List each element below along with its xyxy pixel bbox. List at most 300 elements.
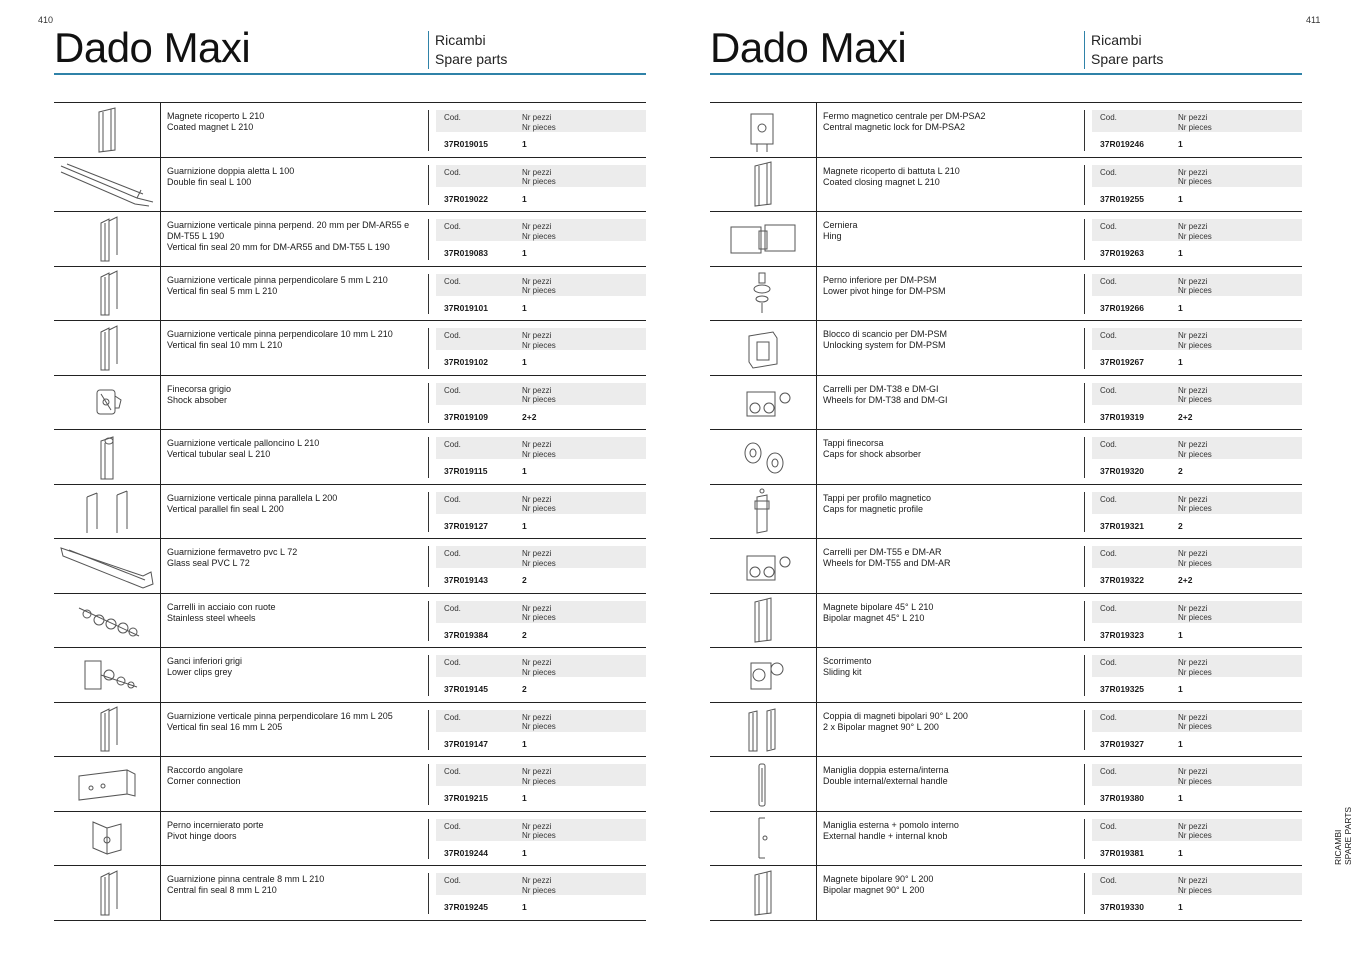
code-label: Cod.	[444, 222, 461, 231]
description-it: Carrelli in acciaio con ruote	[167, 601, 276, 612]
part-code: 37R019266	[1100, 302, 1144, 313]
column-divider	[428, 437, 429, 478]
description-it: Fermo magnetico centrale per DM-PSA2	[823, 111, 986, 121]
quantity-label-en: Nr pieces	[522, 831, 556, 840]
part-quantity: 1	[1178, 193, 1183, 204]
subtitle-it: Ricambi	[435, 32, 486, 48]
description-en: External handle + internal knob	[823, 830, 948, 841]
page-number-left: 410	[38, 15, 54, 25]
part-image	[710, 158, 817, 212]
quantity-label-it: Nr pezzi	[1178, 549, 1208, 558]
description-it: Carrelli per DM-T38 e DM-GI	[823, 383, 939, 394]
quantity-label-en: Nr pieces	[522, 776, 556, 786]
quantity-label	[522, 549, 556, 568]
part-quantity: 1	[1178, 684, 1183, 694]
description-en: Central fin seal 8 mm L 210	[167, 885, 277, 895]
quantity-label-en: Nr pieces	[522, 286, 556, 295]
part-code: 37R019263	[1100, 248, 1144, 258]
column-divider	[1084, 601, 1085, 642]
code-label: Cod.	[1100, 167, 1117, 177]
description-en: Bipolar magnet 90° L 200	[823, 885, 925, 895]
quantity-label	[522, 440, 556, 459]
part-code: 37R019143	[444, 575, 488, 585]
corner-connection-icon	[57, 760, 157, 808]
quantity-label-it: Nr pezzi	[1178, 821, 1208, 831]
part-quantity: 2	[522, 629, 527, 640]
quantity-label-en: Nr pieces	[522, 558, 556, 568]
part-image	[54, 866, 161, 920]
page-title: Dado Maxi	[710, 24, 907, 71]
column-divider	[428, 274, 429, 315]
part-quantity: 2	[522, 575, 527, 585]
description-it: Magnete ricoperto di battuta L 210	[823, 165, 960, 176]
description-it: Tappi per profilo magnetico	[823, 492, 932, 503]
part-description	[823, 820, 1078, 842]
part-code: 37R019115	[444, 466, 488, 476]
part-code: 37R019245	[444, 902, 488, 912]
description-en: Vertical fin seal 5 mm L 210	[167, 285, 278, 296]
part-quantity: 1	[522, 139, 527, 149]
spare-parts-table	[54, 102, 646, 921]
column-divider	[428, 655, 429, 696]
part-description	[823, 329, 1078, 351]
code-label: Cod.	[444, 331, 461, 340]
part-description	[823, 384, 1078, 406]
quantity-label	[522, 767, 556, 786]
code-label: Cod.	[1100, 549, 1117, 558]
table-row	[54, 757, 646, 812]
part-description	[167, 438, 422, 460]
quantity-label-it: Nr pezzi	[1178, 767, 1208, 776]
part-quantity: 1	[522, 520, 527, 531]
column-divider	[1084, 819, 1085, 860]
shock-absorber-icon	[57, 378, 157, 426]
column-divider	[428, 492, 429, 533]
quantity-label	[1178, 713, 1212, 732]
part-quantity: 1	[522, 793, 527, 803]
quantity-label-it: Nr pezzi	[1178, 494, 1208, 504]
part-code: 37R019022	[444, 193, 488, 204]
part-image	[54, 321, 161, 375]
table-row	[710, 757, 1302, 812]
column-divider	[428, 764, 429, 805]
part-description	[823, 166, 1078, 188]
code-label: Cod.	[444, 821, 461, 831]
table-row	[710, 321, 1302, 376]
quantity-label	[522, 822, 556, 841]
code-label: Cod.	[1100, 658, 1117, 667]
code-label: Cod.	[1100, 767, 1117, 776]
quantity-label-it: Nr pezzi	[1178, 385, 1208, 395]
description-en: Coated closing magnet L 210	[823, 176, 940, 187]
profile-magnet-icon	[713, 596, 813, 644]
part-code: 37R019330	[1100, 902, 1144, 912]
part-image	[54, 212, 161, 266]
description-en: Lower pivot hinge for DM-PSM	[823, 285, 946, 296]
table-row	[54, 376, 646, 431]
description-en: Caps for shock absorber	[823, 449, 922, 459]
section-subtitle	[428, 31, 507, 69]
quantity-label	[522, 658, 556, 677]
magnet-pair-icon	[713, 705, 813, 753]
part-code: 37R019244	[444, 847, 488, 858]
profile-magnet-icon	[713, 160, 813, 208]
description-en: Pivot hinge doors	[167, 830, 237, 841]
quantity-label	[522, 604, 556, 623]
quantity-label-it: Nr pezzi	[522, 603, 552, 613]
quantity-label-it: Nr pezzi	[522, 549, 552, 558]
description-en: Unlocking system for DM-PSM	[823, 340, 946, 350]
table-row	[54, 594, 646, 649]
table-row	[54, 103, 646, 158]
code-label: Cod.	[1100, 603, 1117, 613]
quantity-label-en: Nr pieces	[1178, 667, 1212, 677]
code-label: Cod.	[1100, 712, 1117, 722]
part-code: 37R019102	[444, 357, 488, 367]
section-subtitle	[1084, 31, 1163, 69]
column-divider	[1084, 437, 1085, 478]
quantity-label-it: Nr pezzi	[1178, 331, 1208, 340]
quantity-label-en: Nr pieces	[1178, 177, 1212, 186]
part-image	[54, 539, 161, 593]
column-divider	[428, 819, 429, 860]
part-image	[54, 103, 161, 157]
glass-seal-icon	[57, 542, 157, 590]
quantity-label	[1178, 549, 1212, 568]
quantity-label-en: Nr pieces	[1178, 395, 1212, 404]
table-row	[710, 866, 1302, 921]
part-code: 37R019380	[1100, 793, 1144, 803]
code-label: Cod.	[1100, 276, 1117, 286]
code-label: Cod.	[1100, 876, 1117, 885]
description-it: Finecorsa grigio	[167, 383, 232, 394]
part-quantity: 1	[1178, 139, 1183, 149]
part-description	[823, 711, 1078, 733]
part-image	[54, 430, 161, 484]
description-en: Lower clips grey	[167, 667, 233, 677]
table-row	[54, 866, 646, 921]
part-code: 37R019101	[444, 302, 488, 313]
column-divider	[428, 383, 429, 424]
quantity-label-it: Nr pezzi	[522, 385, 552, 395]
quantity-label	[1178, 113, 1212, 132]
quantity-label	[522, 331, 556, 350]
part-code: 37R019321	[1100, 520, 1144, 531]
quantity-label	[1178, 440, 1212, 459]
part-description	[167, 874, 422, 896]
column-divider	[428, 328, 429, 369]
description-it: Guarnizione verticale pinna perpendicolare 10 mm L 210	[167, 329, 393, 339]
quantity-label-it: Nr pezzi	[522, 331, 552, 340]
hinge-icon	[713, 215, 813, 263]
part-image	[54, 594, 161, 648]
quantity-label	[1178, 168, 1212, 187]
part-image	[710, 321, 817, 375]
code-label: Cod.	[1100, 821, 1117, 831]
quantity-label-it: Nr pezzi	[1178, 276, 1208, 286]
part-image	[710, 103, 817, 157]
part-description	[823, 765, 1078, 787]
quantity-label-en: Nr pieces	[1178, 776, 1212, 786]
quantity-label-it: Nr pezzi	[522, 440, 552, 449]
quantity-label-it: Nr pezzi	[1178, 440, 1208, 449]
quantity-label-en: Nr pieces	[1178, 449, 1212, 459]
part-quantity: 2+2	[1178, 411, 1193, 422]
quantity-label	[522, 386, 556, 405]
description-en: Bipolar magnet 45° L 210	[823, 612, 925, 623]
part-image	[710, 267, 817, 321]
part-description	[167, 602, 422, 624]
quantity-label	[522, 168, 556, 187]
description-en: Vertical fin seal 20 mm for DM-AR55 and DM-T55 L 190	[167, 242, 390, 252]
part-description	[823, 438, 1078, 460]
code-label: Cod.	[444, 549, 461, 558]
profile-seal-icon	[57, 324, 157, 372]
description-it: Guarnizione pinna centrale 8 mm L 210	[167, 874, 325, 884]
description-it: Coppia di magneti bipolari 90° L 200	[823, 710, 968, 721]
part-image	[54, 267, 161, 321]
table-row	[710, 103, 1302, 158]
quantity-label-en: Nr pieces	[522, 122, 556, 132]
description-it: Maniglia esterna + pomolo interno	[823, 819, 959, 830]
profile-magnet-icon	[57, 106, 157, 154]
quantity-label-it: Nr pezzi	[1178, 876, 1208, 885]
column-divider	[428, 546, 429, 587]
table-row	[710, 539, 1302, 594]
description-it: Scorrimento	[823, 656, 872, 666]
code-label: Cod.	[444, 767, 461, 776]
code-label: Cod.	[444, 494, 461, 504]
quantity-label-it: Nr pezzi	[1178, 167, 1208, 177]
part-quantity: 1	[522, 302, 527, 313]
part-description	[167, 547, 422, 569]
description-it: Guarnizione doppia aletta L 100	[167, 165, 295, 176]
part-image	[54, 812, 161, 866]
part-image	[54, 757, 161, 811]
part-code: 37R019109	[444, 411, 488, 422]
column-divider	[1084, 710, 1085, 751]
side-tab	[1333, 807, 1356, 867]
quantity-label-en: Nr pieces	[522, 885, 556, 895]
tubular-seal-icon	[57, 433, 157, 481]
description-it: Ganci inferiori grigi	[167, 656, 243, 666]
wheel-carriage-icon	[713, 542, 813, 590]
part-quantity: 1	[1178, 248, 1183, 258]
part-description	[823, 220, 1078, 242]
column-divider	[428, 710, 429, 751]
part-description	[823, 656, 1078, 678]
quantity-label-it: Nr pezzi	[522, 658, 552, 667]
part-quantity: 1	[1178, 357, 1183, 367]
part-image	[710, 376, 817, 430]
quantity-label	[522, 495, 556, 514]
part-description	[167, 384, 422, 406]
quantity-label	[1178, 876, 1212, 895]
column-divider	[1084, 274, 1085, 315]
quantity-label-en: Nr pieces	[522, 722, 556, 731]
quantity-label	[522, 277, 556, 296]
quantity-label	[1178, 386, 1212, 405]
part-code: 37R019327	[1100, 738, 1144, 749]
quantity-label-it: Nr pezzi	[522, 167, 552, 177]
catalog-page-right	[710, 0, 1302, 959]
quantity-label-en: Nr pieces	[1178, 558, 1212, 568]
table-row	[710, 430, 1302, 485]
part-quantity: 1	[522, 847, 527, 858]
part-description	[823, 602, 1078, 624]
description-en: Vertical parallel fin seal L 200	[167, 503, 284, 514]
description-it: Carrelli per DM-T55 e DM-AR	[823, 547, 942, 557]
quantity-label	[1178, 822, 1212, 841]
description-it: Maniglia doppia esterna/interna	[823, 765, 949, 775]
quantity-label	[1178, 767, 1212, 786]
code-label: Cod.	[444, 876, 461, 885]
part-image	[710, 703, 817, 757]
quantity-label-it: Nr pezzi	[1178, 113, 1208, 122]
part-quantity: 2	[522, 684, 527, 694]
part-image	[710, 212, 817, 266]
column-divider	[1084, 492, 1085, 533]
table-row	[54, 321, 646, 376]
table-row	[710, 485, 1302, 540]
column-divider	[1084, 655, 1085, 696]
description-it: Cerniera	[823, 220, 858, 230]
double-handle-icon	[713, 760, 813, 808]
quantity-label-it: Nr pezzi	[522, 876, 552, 885]
handle-knob-icon	[713, 814, 813, 862]
column-divider	[1084, 328, 1085, 369]
part-code: 37R019147	[444, 738, 488, 749]
table-row	[710, 158, 1302, 213]
part-code: 37R019215	[444, 793, 488, 803]
part-description	[167, 493, 422, 515]
subtitle-it: Ricambi	[1091, 32, 1142, 48]
code-label: Cod.	[444, 167, 461, 177]
table-row	[710, 376, 1302, 431]
part-code: 37R019384	[444, 629, 488, 640]
part-quantity: 1	[1178, 738, 1183, 749]
table-row	[710, 812, 1302, 867]
part-code: 37R019246	[1100, 139, 1144, 149]
description-it: Guarnizione verticale pinna perpendicolare 5 mm L 210	[167, 274, 388, 285]
part-quantity: 1	[522, 357, 527, 367]
description-it: Raccordo angolare	[167, 765, 244, 775]
code-label: Cod.	[1100, 494, 1117, 504]
quantity-label	[1178, 604, 1212, 623]
description-it: Guarnizione fermavetro pvc L 72	[167, 547, 298, 557]
part-image	[710, 539, 817, 593]
part-image	[710, 648, 817, 702]
lower-clip-icon	[57, 651, 157, 699]
part-description	[167, 711, 422, 733]
code-label: Cod.	[1100, 385, 1117, 395]
part-description	[167, 166, 422, 188]
quantity-label	[522, 713, 556, 732]
quantity-label-en: Nr pieces	[1178, 231, 1212, 241]
description-en: Double fin seal L 100	[167, 176, 252, 187]
pivot-pin-icon	[713, 269, 813, 317]
description-it: Magnete bipolare 45° L 210	[823, 601, 934, 612]
part-quantity: 1	[522, 902, 527, 912]
end-caps-icon	[713, 433, 813, 481]
profile-magnet-icon	[713, 869, 813, 917]
quantity-label-en: Nr pieces	[522, 231, 556, 241]
column-divider	[428, 165, 429, 206]
description-it: Magnete bipolare 90° L 200	[823, 874, 934, 884]
part-code: 37R019319	[1100, 411, 1144, 422]
description-en: Shock absober	[167, 394, 228, 405]
code-label: Cod.	[1100, 113, 1117, 122]
quantity-label-it: Nr pezzi	[1178, 222, 1208, 231]
quantity-label	[1178, 658, 1212, 677]
part-quantity: 2+2	[1178, 575, 1193, 585]
description-it: Guarnizione verticale palloncino L 210	[167, 438, 320, 448]
quantity-label-it: Nr pezzi	[522, 494, 552, 504]
part-quantity: 1	[1178, 629, 1183, 640]
part-description	[167, 656, 422, 678]
table-row	[710, 212, 1302, 267]
code-label: Cod.	[444, 385, 461, 395]
part-image	[54, 703, 161, 757]
table-row	[710, 267, 1302, 322]
part-quantity: 1	[522, 248, 527, 258]
description-en: Coated magnet L 210	[167, 122, 254, 132]
quantity-label-it: Nr pezzi	[522, 821, 552, 831]
part-code: 37R019145	[444, 684, 488, 694]
quantity-label-it: Nr pezzi	[522, 276, 552, 286]
table-row	[54, 158, 646, 213]
description-en: Vertical fin seal 10 mm L 210	[167, 340, 283, 350]
description-en: Caps for magnetic profile	[823, 503, 924, 514]
sliding-kit-icon	[713, 651, 813, 699]
part-description	[823, 111, 1078, 133]
part-description	[823, 493, 1078, 515]
part-code: 37R019322	[1100, 575, 1144, 585]
part-description	[167, 329, 422, 351]
part-description	[167, 220, 422, 253]
code-label: Cod.	[1100, 222, 1117, 231]
table-row	[54, 703, 646, 758]
header-rule	[54, 73, 646, 75]
quantity-label	[522, 113, 556, 132]
code-label: Cod.	[444, 603, 461, 613]
column-divider	[1084, 165, 1085, 206]
quantity-label-it: Nr pezzi	[522, 712, 552, 722]
header-rule	[710, 73, 1302, 75]
quantity-label-en: Nr pieces	[1178, 613, 1212, 622]
table-row	[54, 267, 646, 322]
profile-seal-icon	[57, 269, 157, 317]
part-quantity: 1	[522, 466, 527, 476]
part-image	[710, 430, 817, 484]
part-image	[710, 812, 817, 866]
quantity-label-it: Nr pezzi	[522, 767, 552, 776]
column-divider	[428, 873, 429, 914]
part-description	[823, 874, 1078, 896]
description-it: Perno incernierato porte	[167, 819, 264, 830]
table-row	[710, 648, 1302, 703]
code-label: Cod.	[444, 276, 461, 286]
table-row	[54, 212, 646, 267]
quantity-label-en: Nr pieces	[522, 340, 556, 350]
part-code: 37R019325	[1100, 684, 1144, 694]
part-image	[54, 158, 161, 212]
quantity-label-it: Nr pezzi	[1178, 712, 1208, 722]
table-row	[54, 539, 646, 594]
description-en: Vertical tubular seal L 210	[167, 449, 271, 459]
description-en: Hing	[823, 231, 842, 241]
quantity-label	[1178, 277, 1212, 296]
